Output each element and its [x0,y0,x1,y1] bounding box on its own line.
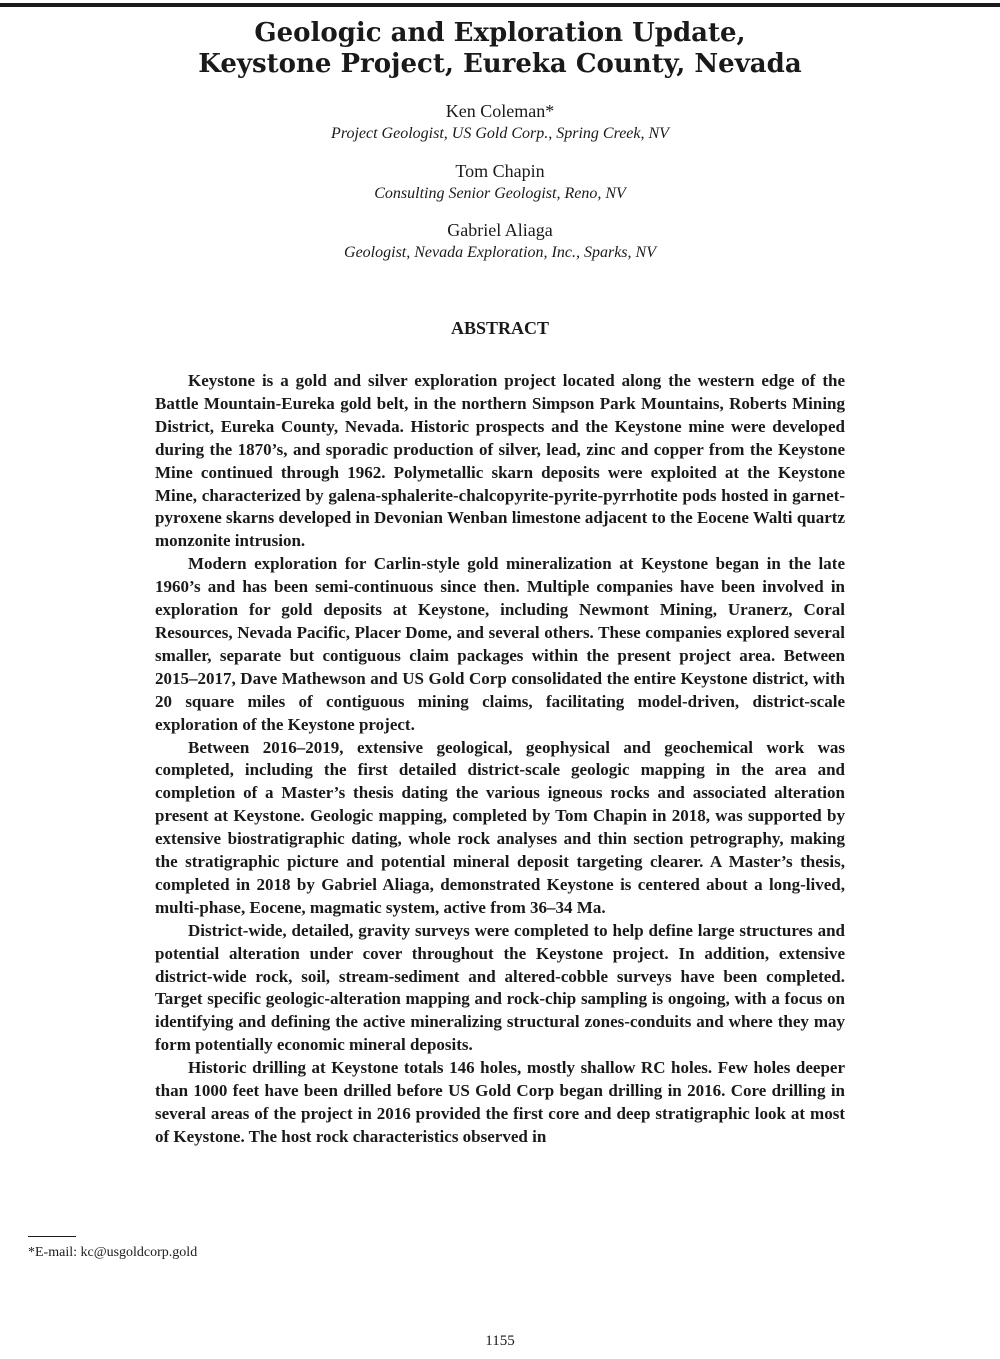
abstract-paragraph: Historic drilling at Keystone totals 146 holes, mostly shallow RC holes. Few holes deeper than 1000 feet have been drilled before US Gold Corp began drilling in 2016. Core drilling in several areas of the project in 2016 provided the first core and deep stratigraphic look at most of Keystone. The host rock characteristics observed in [155,1058,845,1146]
abstract-paragraph: Between 2016–2019, extensive geological, geophysical and geochemical work was completed, including the first detailed district-scale geologic mapping in the area and completion of a Master’s thesis dating the various igneous rocks and associated alteration present at Keystone. Geologic mapping, completed by Tom Chapin in 2018, was supported by extensive biostratigraphic dating, whole rock analyses and thin section petrography, making the stratigraphic picture and potential mineral deposit targeting clearer. A Master’s thesis, completed in 2018 by Gabriel Aliaga, demonstrated Keystone is centered about a long-lived, multi-phase, Eocene, magmatic system, active from 36–34 Ma. [155,737,845,917]
abstract-paragraph: Modern exploration for Carlin-style gold mineralization at Keystone began in the late 1960’s and has been semi-continuous since then. Multiple companies have been involved in exploration for gold deposits at Keystone, including Newmont Mining, Uranerz, Coral Resources, Nevada Pacific, Placer Dome, and several others. These companies explored several smaller, separate but contiguous claim packages within the present project area. Between 2015–2017, Dave Mathewson and US Gold Corp consolidated the entire Keystone district, with 20 square miles of contiguous mining claims, facilitating model-driven, district-scale exploration of the Keystone project. [155,554,845,734]
author-name: Tom Chapin [455,161,545,181]
footnote-rule [28,1236,76,1237]
abstract-heading: ABSTRACT [450,318,550,338]
author-block-2 [0,160,1000,204]
title-line-2: Keystone Project, Eureka County, Nevada [198,49,802,79]
author-affiliation: Geologist, Nevada Exploration, Inc., Sparks, NV [344,244,656,261]
paper-title [0,18,1000,80]
author-affiliation: Consulting Senior Geologist, Reno, NV [374,185,626,202]
footnote-email: *E-mail: kc@usgoldcorp.gold [28,1245,198,1260]
abstract-paragraph: Keystone is a gold and silver exploration project located along the western edge of the Battle Mountain-Eureka gold belt, in the northern Simpson Park Mountains, Roberts Mining District, Eureka County, Nevada. Historic prospects and the Keystone mine were developed during the 1870’s, and sporadic production of silver, lead, zinc and copper from the Keystone Mine continued through 1962. Polymetallic skarn deposits were exploited at the Keystone Mine, characterized by galena-sphalerite-chalcopyrite-pyrite-pyrrhotite pods hosted in garnet-pyroxene skarns developed in Devonian Wenban limestone adjacent to the Eocene Walti quartz monzonite intrusion. [155,371,845,551]
author-block-3 [0,219,1000,263]
abstract-paragraph: District-wide, detailed, gravity surveys were completed to help define large structures and potential alteration under cover throughout the Keystone project. In addition, extensive district-wide rock, soil, stream-sediment and altered-cobble surveys have been completed. Target specific geologic-alteration mapping and rock-chip sampling is ongoing, with a focus on identifying and defining the active mineralizing structural zones-conduits and where they may form potentially economic mineral deposits. [155,920,845,1055]
author-block-1 [0,100,1000,144]
top-rule [0,3,1000,7]
page-number: 1155 [485,1333,515,1349]
author-affiliation: Project Geologist, US Gold Corp., Spring Creek, NV [331,125,669,142]
author-name: Ken Coleman* [445,101,555,121]
abstract-body [155,370,845,1149]
author-name: Gabriel Aliaga [447,220,553,240]
title-line-1: Geologic and Exploration Update, [254,18,746,48]
